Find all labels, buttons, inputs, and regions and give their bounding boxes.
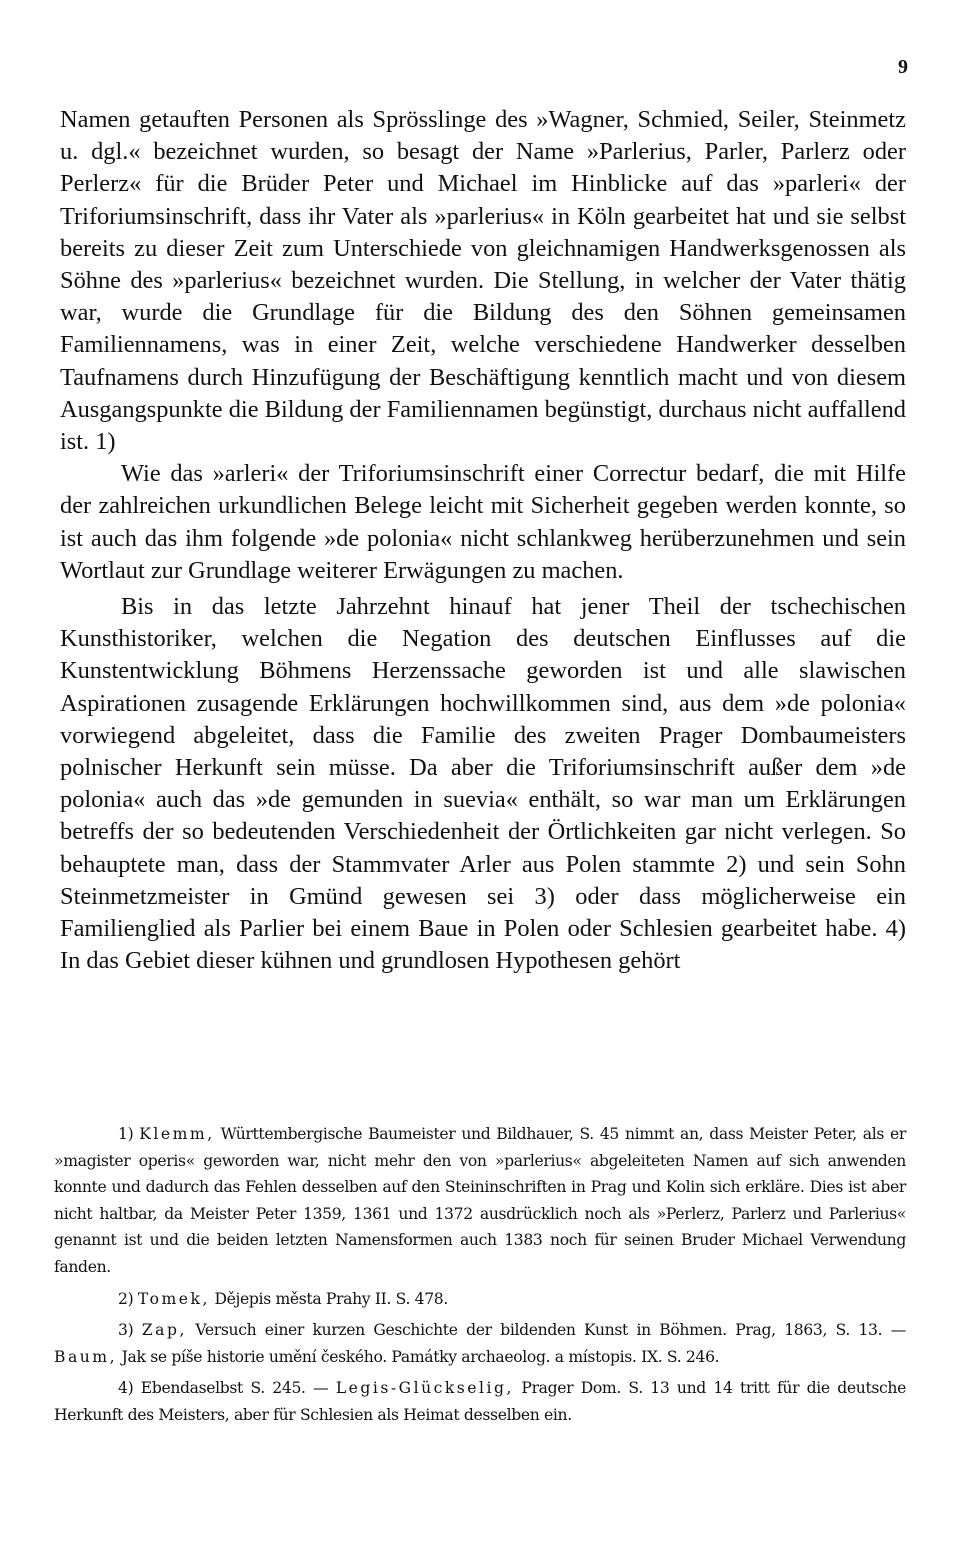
- footnote-marker: 1): [118, 1125, 134, 1143]
- footnote-3: [54, 1317, 906, 1370]
- footnote-4: [54, 1375, 906, 1428]
- footnote-text: Ebendaselbst S. 245. —: [133, 1379, 336, 1398]
- footnote-text-2: Prager Dom. S. 13 und 14 tritt für die deutsche Herkunft des Meisters, aber für Schlesien als Heimat desselben ein.: [54, 1379, 906, 1424]
- footnote-author: Tomek,: [137, 1289, 210, 1308]
- footnote-author: Klemm,: [139, 1125, 215, 1143]
- footnote-text-2: Jak se píše historie umění českého. Památky archaeolog. a místopis. IX. S. 246.: [117, 1347, 720, 1366]
- footnote-marker: 2): [118, 1289, 134, 1308]
- footnote-2: [54, 1286, 906, 1313]
- main-text: [60, 104, 906, 977]
- paragraph-3: Bis in das letzte Jahrzehnt hinauf hat jener Theil der tschechischen Kunsthistoriker, welchen die Negation des deutschen Einflusses auf die Kunstentwicklung Böhmens Herzenssache geworden ist und alle slawischen Aspirationen zusagende Erklärungen hochwillkommen sind, aus dem »de polonia« vorwiegend abgeleitet, dass die Familie des zweiten Prager Dombaumeisters polnischer Herkunft sein müsse. Da aber die Triforiumsinschrift außer dem »de polonia« auch das »de gemunden in suevia« enthält, so war man um Erklärungen betreffs der so bedeutenden Verschiedenheit der Örtlichkeiten gar nicht verlegen. So behauptete man, dass der Stammvater Arler aus Polen stammte 2) und sein Sohn Steinmetzmeister in Gmünd gewesen sei 3) oder dass möglicherweise ein Familienglied als Parlier bei einem Baue in Polen oder Schlesien gearbeitet habe. 4) In das Gebiet dieser kühnen und grundlosen Hypothesen gehört: [60, 593, 906, 975]
- footnote-text: Dějepis města Prahy II. S. 478.: [209, 1289, 448, 1308]
- page-number: 9: [898, 56, 908, 78]
- footnote-author-2: Baum,: [54, 1347, 118, 1366]
- paragraph-2: Wie das »arleri« der Triforiumsinschrift einer Correctur bedarf, die mit Hilfe der zahlreichen urkundlichen Belege leicht mit Sicherheit gegeben werden konnte, so ist auch das ihm folgende »de polonia« nicht schlankweg herüberzunehmen und sein Wortlaut zur Grundlage weiterer Erwägungen zu machen.: [60, 460, 906, 584]
- footnote-text: Württembergische Baumeister und Bildhauer, S. 45 nimmt an, dass Meister Peter, als er »magister operis« geworden war, nicht mehr den von »parlerius« abgeleiteten Namen auf sich anwenden konnte und dadurch das Fehlen desselben auf den Steininschriften in Prag und Kolin sich erkläre. Dies ist aber nicht haltbar, da Meister Peter 1359, 1361 und 1372 ausdrücklich noch als »Perlerz, Parlerz und Parlerius« genannt ist und die beiden letzten Namensformen auch 1383 noch für seinen Bruder Michael Verwendung fanden.: [54, 1125, 906, 1276]
- footnotes: [54, 1121, 906, 1429]
- footnote-author-2: Legis-Glückselig,: [335, 1379, 514, 1398]
- footnote-marker: 4): [118, 1379, 134, 1398]
- footnote-author: Zap,: [141, 1321, 187, 1340]
- footnote-1: [54, 1121, 906, 1281]
- paragraph-1: Namen getauften Personen als Sprösslinge des »Wagner, Schmied, Seiler, Steinmetz u. dgl.« bezeichnet wurden, so besagt der Name »Parlerius, Parler, Parlerz oder Perlerz« für die Brüder Peter und Michael im Hinblicke auf das »parleri« der Triforiumsinschrift, dass ihr Vater als »parlerius« in Köln gearbeitet hat und sie selbst bereits zu dieser Zeit zum Unterschiede von gleichnamigen Handwerksgenossen als Söhne des »parlerius« bezeichnet wurden. Die Stellung, in welcher der Vater thätig war, wurde die Grundlage für die Bildung des den Söhnen gemeinsamen Familiennamens, was in einer Zeit, welche verschiedene Handwerker desselben Taufnamens durch Hinzufügung der Beschäftigung kenntlich macht und von diesem Ausgangspunkte die Bildung der Familiennamen begünstigt, durchaus nicht auffallend ist. 1): [60, 106, 906, 456]
- footnote-text: Versuch einer kurzen Geschichte der bildenden Kunst in Böhmen. Prag, 1863, S. 13. —: [186, 1321, 906, 1340]
- footnote-marker: 3): [118, 1321, 134, 1340]
